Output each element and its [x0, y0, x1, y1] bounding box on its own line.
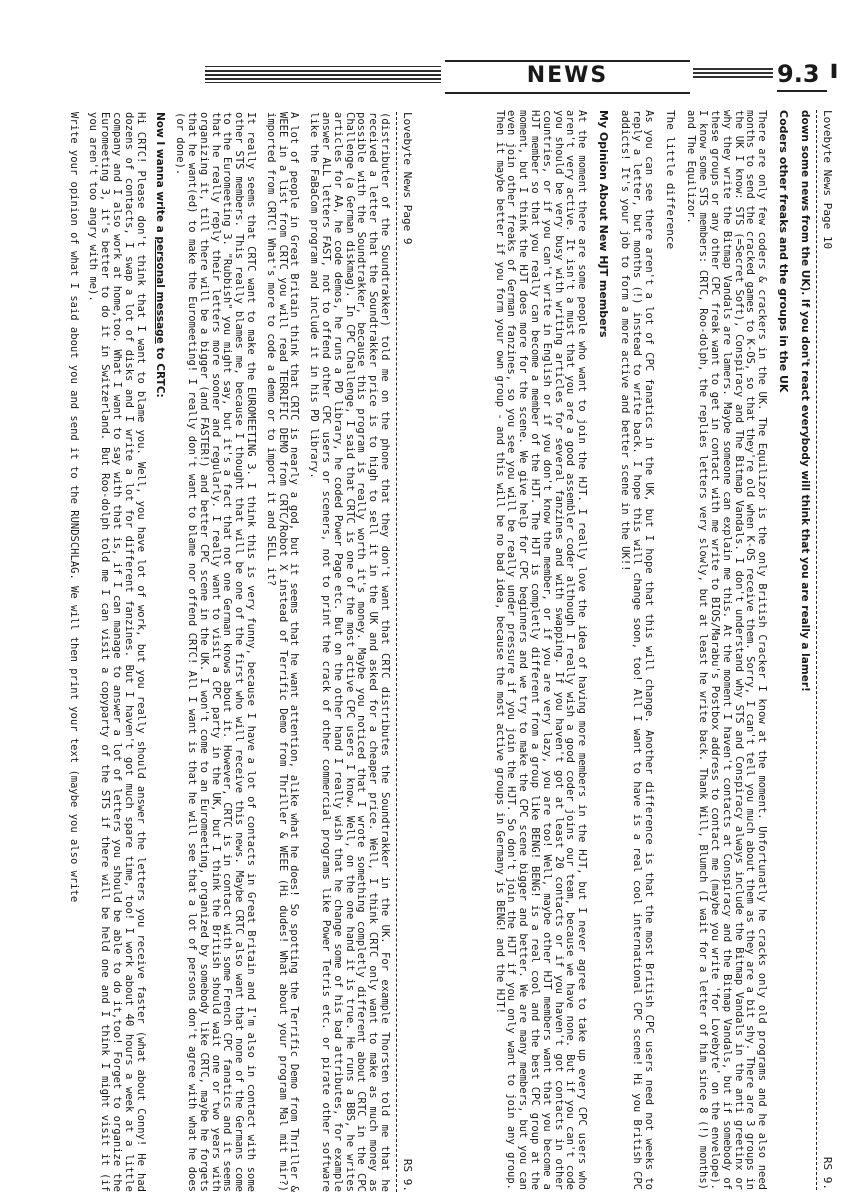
- body-paragraph: It really seems that CRTC want to make the EUROMEETING 3. I think this is very funny, because I have a lot of contacts in Great Britain and I'm also in contact with some other STS members. This really blames me, because I thought that will be one of the first who will receive this news. Maybe CRTC also want that none of the Germans come to the Euromeeting 3. "Rubbish" you might say, but it's a fact that not one German knows about it. However, CRTC is in contact with some French CPC fanatics and it seems that he really reply their letters more sooner and regularly. I really want to visit a CPC party in the UK, but I think the British should wait one or two years with organizing it, till there will be a bigger (and FASTER!) and better CPC scene in the UK. I won't come to an Euromeeting, organized by somebody like CRTC, maybe he forgets that he want(ed) to make the Euromeeting! I really don't want to blame nor offend CRTC! All I want is that he will see that a lot of persons don't agree with what he does (or done).: [174, 112, 258, 1192]
- dashed-divider: [396, 112, 397, 1192]
- header-rule: [205, 78, 441, 80]
- section-paragraph: At the moment there are some people who want to join the HJT. I really love the idea of having more members in the HJT, but I never agree to take up every CPC users who aren't very active. It isn't a must that you are a good assembler coder although I really wish a good coder joins our team, because we have none. But if you can't code you should be very busy with writing articles for several fanzines and with swapping. If you haven't got at least 20 contacts or if you haven't got contacts in other countries, or if you can't write in English or if you don't know the member, or if you are very lazy, you are too! Well, maybe other HJT members want that you become a HJT member so that you really can become a member of the HJT. The HJT is completly different from a group like BENG! BENG! is a real cool and the best CPC group at the moment, but I think the HJT does more for the scene. We give help for CPC beginners and we try to make the CPC scene bigger and better. We are many members, but you can even join other freaks of German fanzines, so you see you will be really under pressure if you join the HJT. So don't join the HJT if you only want to join any group. Then it maybe better if you form your own group - and this will be no bad idea, because the most active groups in Germany is BENG! and the HJT!: [493, 110, 589, 1190]
- header-bar: [693, 68, 773, 80]
- magazine-title: NEWS: [445, 60, 690, 94]
- section-paragraph: As you can see there aren't a lot of CPC fanatics in the UK, but I hope that this will change. Another difference is that the most British CPC users need not weeks to reply a letter, but months (!) instead to write back. I hope this will change soon, too! All I want to have is a real cool international CPC scene! Hi you British CPC addicts! It's your job to form a more active and better scene in the UK!!: [619, 110, 655, 1190]
- issue-number: 9.3: [777, 60, 820, 88]
- page-10-header: [819, 110, 835, 1190]
- header-rule: [205, 70, 441, 72]
- message-intro: [154, 112, 166, 1192]
- body-paragraph: A lot of people in Great Britain think that CRTC is nearly a god, but it seems that he want attention, alike what he does! So spotting the Terrific Demo from Thriller & WEEE in a list from CRTC you will read TERRIFIC DEMO from CRTC/Robot X instead of Terrific Demo from Thriller & WEEE (Hi dudes! What about your program Mal mit mir?) imported from CRTC! What's more to code a demo or to import it and SELL it?: [264, 112, 301, 1192]
- header-rule: [205, 82, 441, 83]
- section-paragraph: There are only few coders & crackers in the UK. The Equilizor is the only British Cracker I know at the moment. Unfortunatly he cracks only old programs and he also need months to send the cracked games to K-OS, so that they're old when K-OS receive them. Sorry, I can't tell you much about them as they are a bit shy. There are 3 groups in the UK I know: STS (=Secret Soft), Conspiracy and The Bitmap Vandals. I don't understand why STS and Conspiracy always include the Bitmap Vandals in the anti greetinx or why they write the Bitmap Vandals are lamers. Maybe someone can explain me this. At the moment I haven't contacts at Conspiracy and the Bitmap Vandals, but if somebody of these groups or any other CPC freak want to get in contact with me write to BIOS/Marabu's Postbox address to contact me (maybe you write 'for Lovebyte' on the envelope). I know some STS members: CRTC, Roo-dolph, the replies letters very slowly, but at least he write back. Thank Will, Blumch (I wait for a letter of him since 8 (!) months) and The Equilizor.: [685, 110, 769, 1190]
- page-header: [205, 60, 841, 94]
- message-recipient: to CRTC:: [154, 343, 167, 398]
- page-9: [67, 112, 415, 1192]
- body-paragraph: (distributer of the Soundtrakker) told me on the phone that they don't want that CRTC distributes the Soundtrakker in the UK. For example Thorsten told me that he received a letter that the Soundtrakker price is to high to sell it in the UK and asked for a cheaper price. Well, I think CRTC only want to make as much money as possible with the Soundtrakker, because this program is really worth it's money. Maybe you noticed that I wrote something completly different about CRTC in the CPC Challenge (a German diskmag). In CPC Challenge, I said that CRTC is one of the most active CPC users I know. Well, on the one hand it is true. He runs a BBS, he writes articles for AA, he code demos, he runs a PD library, he coded Power Page etc. But on the other hand I really wish that he change some of his bad attributes, for example answer ALL letters FAST, not to offend other CPC users or sceners, not to print the crack of other commercial programs like Power Tetris etc. or pirate other software like the FaBaCom program and include it in his PD library.: [308, 112, 391, 1192]
- page-9-issue-code: RS 9.: [401, 1158, 414, 1192]
- page-9-title: Lovebyte News Page 9: [401, 112, 414, 245]
- message-emphasis: personal message: [154, 236, 167, 344]
- page-10-title: Lovebyte News Page 10: [821, 110, 834, 250]
- header-rule: [205, 74, 441, 76]
- page-10-issue-code: RS 9.: [821, 1156, 834, 1190]
- page-10: [495, 110, 835, 1190]
- section-heading: My Opinion About New HJT members: [597, 110, 611, 338]
- body-paragraph: Write your opinion of what I said about you and send it to the RUNDSCHLAG. We will then print your text (maybe you also write: [67, 112, 80, 903]
- header-rule: [205, 66, 441, 67]
- body-paragraph: Hi CRTC! Please don't think that I want to blame you. Well, you have lot of work, but you really should answer the letters you receive faster (what about Conny! He had dozens of contacts, I swap a lot of disks and I write a lot for different fanzines. But I haven't got much spare time, too! I work about 40 hours a week at a little company and I also work at home,too. What I want to say with that is, if I can manage to answer a lot of letters you should be able to do it,too! Forget to organize the Euromeeting 3, it's better to do it in Switzerland. But Roo-dolph told me I can visit a copyparty of the STS if there will be held one and I think I might visit it (if you aren't too angry with me).: [87, 112, 147, 1192]
- page-10-intro: down some news from the UK). If you don't react everybody will think that you are really a lamer!: [799, 110, 811, 692]
- section-heading: The little difference: [663, 110, 677, 250]
- message-intro-text: Now I wanna write a: [154, 112, 167, 237]
- section-heading: Coders other freaks and the groups in the UK: [777, 110, 791, 393]
- page-9-header: [399, 112, 415, 1192]
- issue-underline: [777, 90, 827, 92]
- dashed-divider: [816, 110, 817, 1190]
- corner-mark: ▌: [831, 64, 841, 78]
